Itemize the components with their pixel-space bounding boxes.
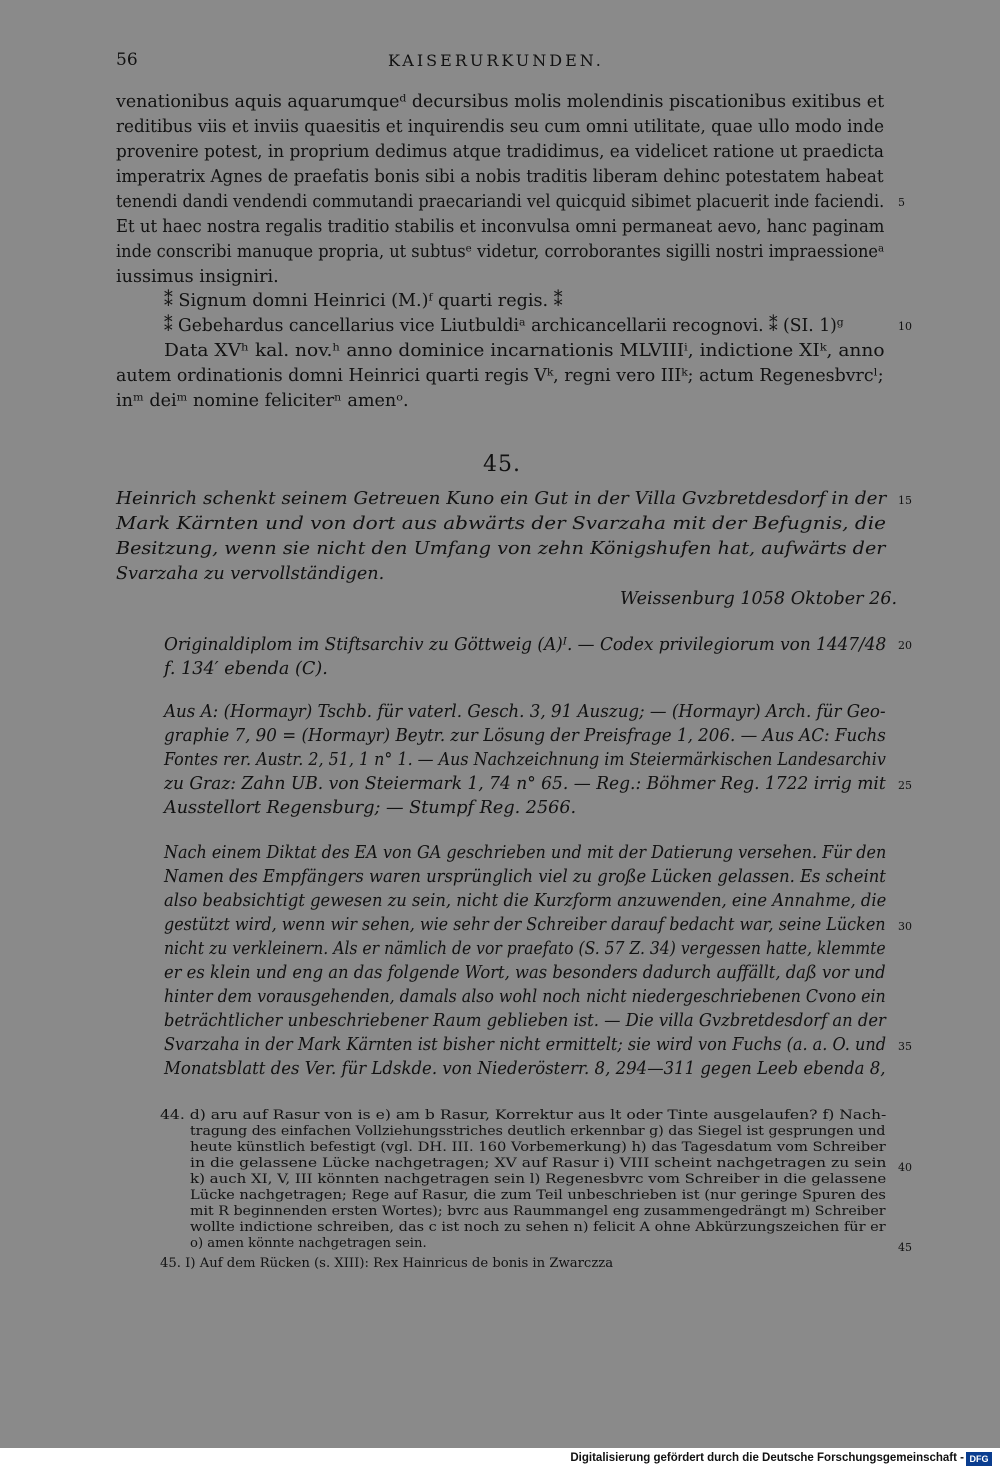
line-number: 10 xyxy=(898,320,912,333)
line-number: 40 xyxy=(898,1161,912,1174)
signum-line: ⁑ Signum domni Heinrici (M.)ᶠ quarti regis. ⁑ xyxy=(164,291,563,311)
print-line: Ausstellort Regensburg; — Stumpf Reg. 2566. xyxy=(164,798,577,818)
source-line: f. 134′ ebenda (C). xyxy=(164,659,328,679)
line-number: 5 xyxy=(898,196,905,209)
document-number: 45. xyxy=(483,452,521,477)
date-place: Weissenburg 1058 Oktober 26. xyxy=(620,589,898,609)
funding-credit: Digitalisierung gefördert durch die Deutsche Forschungsgemeinschaft - xyxy=(570,1452,964,1464)
page-number: 56 xyxy=(116,50,138,70)
footnote-line: o) amen könnte nachgetragen sein. xyxy=(190,1236,427,1251)
line-number: 30 xyxy=(898,920,912,933)
footer-bar xyxy=(0,1448,1000,1471)
dfg-logo: DFG xyxy=(966,1452,992,1466)
datum-line: inᵐ deiᵐ nomine feliciterⁿ amenᵒ. xyxy=(116,391,409,411)
text-line: iussimus insigniri. xyxy=(116,267,279,287)
line-number: 35 xyxy=(898,1040,912,1053)
line-number: 45 xyxy=(898,1241,912,1254)
footnote-line: 45. I) Auf dem Rücken (s. XIII): Rex Hainricus de bonis in Zwarczza xyxy=(160,1256,614,1271)
line-number: 25 xyxy=(898,779,912,792)
line-number: 20 xyxy=(898,639,912,652)
regest-line: Svarzaha zu vervollständigen. xyxy=(116,564,385,584)
line-number: 15 xyxy=(898,494,912,507)
running-title: KAISERURKUNDEN. xyxy=(388,51,604,70)
